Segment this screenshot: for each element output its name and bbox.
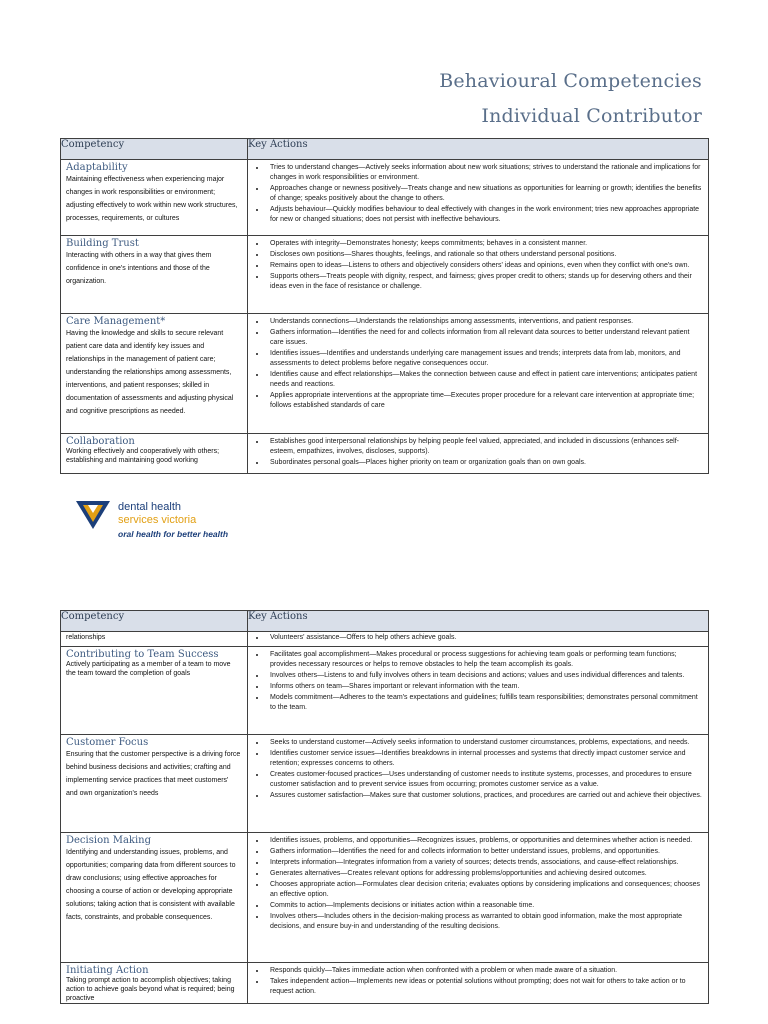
key-action-item: • Identifies cause and effect relationships—Makes the connection between cause and effect in patient care interventions; anticipates patient needs and reactions. xyxy=(266,370,702,390)
key-action-item: • Takes independent action—Implements new ideas or potential solutions without prompting; does not wait for others to take action or to request action. xyxy=(266,977,702,997)
competency-name: Collaboration xyxy=(66,436,135,447)
key-action-item: • Applies appropriate interventions at the appropriate time—Executes proper procedure for a relevant care intervention at appropriate time; follows established standards of care xyxy=(266,391,702,411)
key-action-item: • Involves others—Listens to and fully involves others in team decisions and actions; values and uses individual differences and talents. xyxy=(266,671,702,681)
key-action-item: • Seeks to understand customer—Actively seeks information to understand customer circumstances, problems, expectations, and needs. xyxy=(266,738,702,748)
table-row xyxy=(61,963,709,1004)
dental-health-logo xyxy=(76,498,229,548)
competency-description: Maintaining effectiveness when experiencing major changes in work responsibilities or environment; adjusting effectively to work within new work structures, processes, requirements, or cultures xyxy=(66,176,238,222)
key-actions-cell xyxy=(248,236,709,314)
key-action-item: • Involves others—Includes others in the decision-making process as warranted to obtain good information, make the most appropriate decisions, and ensure buy-in and understanding of the resulting decisions. xyxy=(266,912,702,932)
key-actions-cell xyxy=(248,833,709,963)
table-row xyxy=(61,833,709,963)
competency-cell xyxy=(61,160,248,236)
table-row xyxy=(61,236,709,314)
key-action-item: • Responds quickly—Takes immediate action when confronted with a problem or when made aware of a situation. xyxy=(266,966,702,976)
key-action-item: • Commits to action—Implements decisions or initiates action within a reasonable time. xyxy=(266,901,702,911)
competency-column-header: Competency xyxy=(61,139,248,160)
key-actions-cell xyxy=(248,314,709,434)
key-action-item: • Facilitates goal accomplishment—Makes procedural or process suggestions for achieving team goals or performing team functions; provides necessary resources or helps to remove obstacles to help the team accomplish its goals. xyxy=(266,650,702,670)
logo-text-line1: dental health xyxy=(118,501,181,513)
competency-description: Identifying and understanding issues, problems, and opportunities; comparing data from different sources to draw conclusions; using effective approaches for choosing a course of action or developing appropriate solutions; taking action that is consistent with available facts, constraints, and probable consequences. xyxy=(66,849,236,921)
key-action-item: • Operates with integrity—Demonstrates honesty; keeps commitments; behaves in a consistent manner. xyxy=(266,239,702,249)
key-action-item: • Adjusts behaviour—Quickly modifies behaviour to deal effectively with changes in the work environment; tries new approaches appropriate for new or changed situations; does not persist with ineffective behaviours. xyxy=(266,205,702,225)
logo-tagline: oral health for better health xyxy=(118,529,229,539)
key-action-item: • Volunteers' assistance—Offers to help others achieve goals. xyxy=(266,633,702,643)
key-action-item: • Generates alternatives—Creates relevant options for addressing problems/opportunities and achieving desired outcomes. xyxy=(266,869,702,879)
key-actions-cell xyxy=(248,963,709,1004)
key-action-item: • Remains open to ideas—Listens to others and objectively considers others' ideas and opinions, even when they conflict with one's own. xyxy=(266,261,702,271)
competency-cell xyxy=(61,434,248,474)
competency-description: Having the knowledge and skills to secure relevant patient care data and identify key issues and relationships in the management of patient care; understanding the relationships among assessments, interventions, and patient responses; skilled in documentation of assessments and adjusting physical and cognitive prescriptions as needed. xyxy=(66,330,234,415)
competency-name: Building Trust xyxy=(66,238,139,249)
key-actions-cell xyxy=(248,735,709,833)
key-action-item: • Identifies issues—Identifies and understands underlying care management issues and trends; interprets data from lab, monitors, and assessments to detect problems before negative consequences occur. xyxy=(266,349,702,369)
key-action-item: • Identifies customer service issues—Identifies breakdowns in internal processes and systems that directly impact customer service and retention; expresses concerns to others. xyxy=(266,749,702,769)
table-row xyxy=(61,632,709,647)
key-action-item: • Informs others on team—Shares important or relevant information with the team. xyxy=(266,682,702,692)
table-row xyxy=(61,160,709,236)
competency-description: Taking prompt action to accomplish objectives; taking action to achieve goals beyond what is required; being proactive xyxy=(66,977,235,1002)
competency-table-page1 xyxy=(60,138,709,474)
competency-name: Decision Making xyxy=(66,835,152,846)
key-action-item: • Assures customer satisfaction—Makes sure that customer solutions, practices, and procedures are carried out and achieve their objectives. xyxy=(266,791,702,801)
key-action-item: • Interprets information—Integrates information from a variety of sources; detects trends, associations, and cause-effect relationships. xyxy=(266,858,702,868)
competency-description: Interacting with others in a way that gives them confidence in one's intentions and those of the organization. xyxy=(66,252,212,285)
key-action-item: • Creates customer-focused practices—Uses understanding of customer needs to institute systems, processes, and procedures to ensure customer satisfaction and to prevent service issues from occurring; promotes customer service as a value. xyxy=(266,770,702,790)
competency-name: Customer Focus xyxy=(66,737,149,748)
competency-name: Initiating Action xyxy=(66,965,149,976)
key-actions-cell xyxy=(248,434,709,474)
logo-text-line2: services victoria xyxy=(118,514,197,526)
key-actions-cell xyxy=(248,647,709,735)
key-action-item: • Establishes good interpersonal relationships by helping people feel valued, appreciated, and included in discussions (enhances self-esteem, empathizes, involves, discloses, supports). xyxy=(266,437,702,457)
competency-cell xyxy=(61,833,248,963)
key-actions-column-header: Key Actions xyxy=(248,611,709,632)
competency-column-header: Competency xyxy=(61,611,248,632)
logo-emblem-icon xyxy=(76,501,110,529)
competency-description: Actively participating as a member of a team to move the team toward the completion of goals xyxy=(66,661,231,677)
table-row xyxy=(61,735,709,833)
competency-description: Working effectively and cooperatively with others; establishing and maintaining good working xyxy=(66,448,220,464)
key-action-item: • Subordinates personal goals—Places higher priority on team or organization goals than on own goals. xyxy=(266,458,702,468)
competency-cell xyxy=(61,647,248,735)
table-row xyxy=(61,647,709,735)
key-actions-column-header: Key Actions xyxy=(248,139,709,160)
competency-description: Ensuring that the customer perspective is a driving force behind business decisions and activities; crafting and implementing service practices that meet customers' and own organization's needs xyxy=(66,751,241,797)
key-action-item: • Identifies issues, problems, and opportunities—Recognizes issues, problems, or opportunities and determines whether action is needed. xyxy=(266,836,702,846)
page-subtitle: Individual Contributor xyxy=(481,105,702,127)
competency-table-page2 xyxy=(60,610,709,1004)
competency-cell xyxy=(61,236,248,314)
key-actions-cell xyxy=(248,160,709,236)
competency-description: relationships xyxy=(66,634,106,641)
competency-name: Adaptability xyxy=(66,162,128,173)
key-action-item: • Tries to understand changes—Actively seeks information about new work situations; strives to understand the rationale and implications for changes in work responsibilities or environment. xyxy=(266,163,702,183)
competency-cell xyxy=(61,632,248,647)
key-action-item: • Gathers information—Identifies the need for and collects information from all relevant data sources to better understand relevant patient care issues. xyxy=(266,328,702,348)
competency-cell xyxy=(61,963,248,1004)
key-actions-cell xyxy=(248,632,709,647)
page-title: Behavioural Competencies xyxy=(439,70,702,92)
key-action-item: • Understands connections—Understands the relationships among assessments, interventions, and patient responses. xyxy=(266,317,702,327)
key-action-item: • Discloses own positions—Shares thoughts, feelings, and rationale so that others understand personal positions. xyxy=(266,250,702,260)
table-row xyxy=(61,434,709,474)
competency-name: Contributing to Team Success xyxy=(66,649,219,660)
competency-name: Care Management* xyxy=(66,316,166,327)
competency-cell xyxy=(61,735,248,833)
key-action-item: • Models commitment—Adheres to the team's expectations and guidelines; fulfills team responsibilities; demonstrates personal commitment to the team. xyxy=(266,693,702,713)
competency-cell xyxy=(61,314,248,434)
key-action-item: • Approaches change or newness positively—Treats change and new situations as opportunities for learning or growth; identifies the benefits of change; speaks positively about the change to others. xyxy=(266,184,702,204)
key-action-item: • Chooses appropriate action—Formulates clear decision criteria; evaluates options by considering implications and consequences; chooses an effective option. xyxy=(266,880,702,900)
key-action-item: • Supports others—Treats people with dignity, respect, and fairness; gives proper credit to others; stands up for deserving others and their ideas even in the face of resistance or challenge. xyxy=(266,272,702,292)
key-action-item: • Gathers information—Identifies the need for and collects information to better understand issues, problems, and opportunities. xyxy=(266,847,702,857)
table-row xyxy=(61,314,709,434)
